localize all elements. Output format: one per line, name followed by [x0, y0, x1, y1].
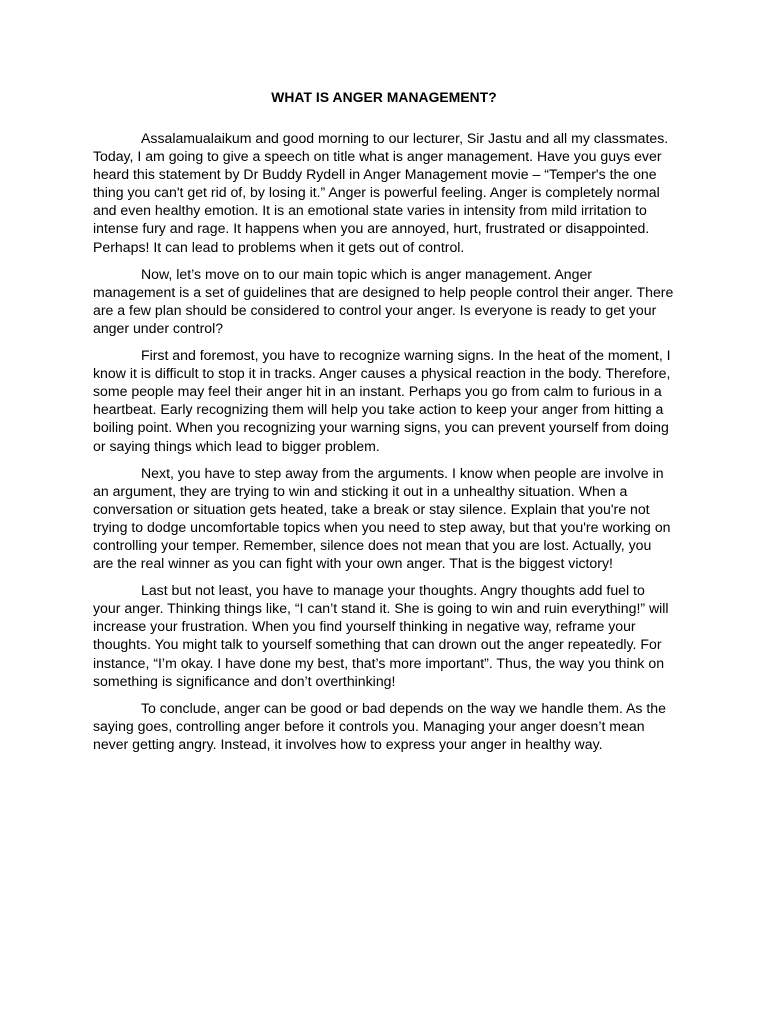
paragraph-conclusion: To conclude, anger can be good or bad depends on the way we handle them. As the saying goes, controlling anger before it controls you. Managing your anger doesn’t mean never getting angry. Instead, it involves how to express your anger in healthy way. — [93, 699, 666, 752]
document-title: WHAT IS ANGER MANAGEMENT? — [271, 90, 497, 105]
paragraph-step-away: Next, you have to step away from the arguments. I know when people are involve in an argument, they are trying to win and sticking it out in a unhealthy situation. When a conversation or situation gets heated, take a break or stay silence. Explain that you're not trying to dodge uncomfortable topics when you need to step away, but that you're working on controlling your temper. Remember, silence does not mean that you are lost. Actually, you are the real winner as you can fight with your own anger. That is the biggest victory! — [93, 464, 671, 572]
document-body — [93, 89, 675, 762]
paragraph-introduction: Assalamualaikum and good morning to our lecturer, Sir Jastu and all my classmates. Today, I am going to give a speech on title what is anger management. Have you guys ever heard this statement by Dr Buddy Rydell in Anger Management movie – “Temper's the one thing you can't get rid of, by losing it.” Anger is powerful feeling. Anger is completely normal and even healthy emotion. It is an emotional state varies in intensity from mild irritation to intense fury and rage. It happens when you are annoyed, hurt, frustrated or disappointed. Perhaps! It can lead to problems when it gets out of control. — [93, 130, 669, 255]
paragraph-manage-thoughts: Last but not least, you have to manage your thoughts. Angry thoughts add fuel to your anger. Thinking things like, “I can’t stand it. She is going to win and ruin everything!” will increase your frustration. When you find yourself thinking in negative way, reframe your thoughts. You might talk to yourself something that can drown out the anger repeatedly. For instance, “I’m okay. I have done my best, that’s more important”. Thus, the way you think on something is significance and don’t overthinking! — [93, 582, 669, 689]
paragraph-warning-signs: First and foremost, you have to recognize warning signs. In the heat of the moment, I know it is difficult to stop it in tracks. Anger causes a physical reaction in the body. Therefore, some people may feel their anger hit in an instant. Perhaps you go from calm to furious in a heartbeat. Early recognizing them will help you take action to keep your anger from hitting a boiling point. When you recognizing your warning signs, you can prevent yourself from doing or saying things which lead to bigger problem. — [93, 347, 671, 454]
paragraph-main-topic: Now, let’s move on to our main topic which is anger management. Anger management is a set of guidelines that are designed to help people control their anger. There are a few plan should be considered to control your anger. Is everyone is ready to get your anger under control? — [93, 265, 674, 336]
